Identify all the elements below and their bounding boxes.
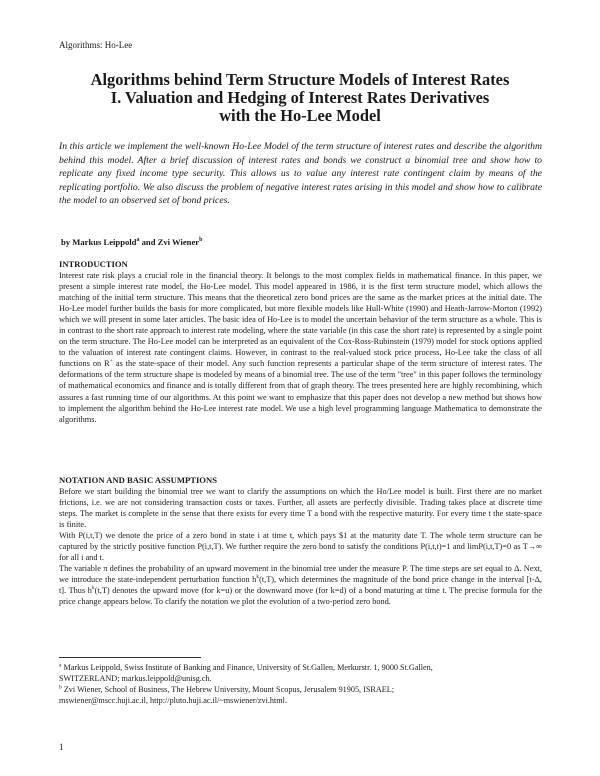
section-heading-notation: NOTATION AND BASIC ASSUMPTIONS [59, 475, 217, 485]
notation-p3-a: The variable π defines the probability of an upward movement in the binomial tree under the measure P. The time steps are set equal to Δ. Next, we introduce the state-independent perturbation function h [59, 564, 542, 585]
notation-p3-sup: k [256, 574, 260, 581]
footnote-a [59, 662, 542, 673]
authors-and: and Zvi Wiener [139, 237, 200, 247]
author-mark-a: a [136, 237, 140, 244]
notation-section [59, 486, 542, 608]
footnote-b-mark: b [59, 684, 62, 691]
author-mark-b: b [199, 237, 203, 244]
section-heading-introduction: INTRODUCTION [59, 259, 128, 269]
title-line-1: Algorithms behind Term Structure Models of Interest Rates [90, 70, 510, 89]
authors-prefix: by Markus Leippold [61, 237, 137, 247]
footnote-b [59, 684, 542, 695]
intro-superscript: + [109, 358, 113, 365]
title-line-2: I. Valuation and Hedging of Interest Rates Derivatives [110, 88, 490, 107]
notation-p3-b: (t,T), which determines the magnitude of the bond price change in the interval [t-Δ, t]. Thus h [59, 575, 542, 596]
title-line-3: with the Ho-Lee Model [219, 106, 381, 125]
footnotes [59, 662, 542, 706]
footnote-a-line-1: Markus Leippold, Swiss Institute of Banking and Finance, University of St.Gallen, Merkurstr. 1, 9000 St.Gallen, [61, 663, 433, 672]
notation-paragraph-3 [59, 563, 542, 607]
footnote-b-line-2: mswiener@mscc.huji.ac.il, http://pluto.huji.ac.il/~mswiener/zvi.html. [59, 696, 287, 705]
paper-title [60, 71, 540, 125]
footnote-rule [59, 657, 201, 658]
footnote-a-mark: a [59, 662, 62, 669]
intro-text: Interest rate risk plays a crucial role in the financial theory. It belongs to the most complex fields in mathematical finance. In this paper, we present a simple interest rate model, the Ho-Lee model. This model appeared in 1986, it is the first term structure model, which allows the matching of the initial term structure. This means that the theoretical zero bond prices are the same as the market prices at the initial date. The Ho-Lee model further builds the basis for more complicated, but more flexible models like Hull-White (1990) and Heath-Jarrow-Morton (1992) which we will present in some later articles. The basic idea of Ho-Lee is to model the uncertain behavior of the term structure as a whole. This is in contrast to the short rate approach to interest rate modeling, where the state variable (in this case the short rate) is represented by a single point on the term structure. The Ho-Lee model can be interpreted as an equivalent of the Cox-Ross-Rubinstein (1979) model for stock options applied to the valuation of interest rate contingent claims. However, in contrast to the real-valued stock price process, Ho-Lee take the class of all functions on R [59, 271, 542, 369]
running-header: Algorithms: Ho-Lee [59, 40, 133, 50]
intro-text-after: as the state-space of their model. Any such function represents a particular shape of the term structure of interest rates. The deformations of the term structure shape is modeled by means of a binomial tree. The use of the term "tree" in this paper follows the terminology of mathematical economics and finance and is totally different from that of graph theory. The trees presented here are highly recombining, which assures a fast running time of our algorithms. At this point we want to emphasize that this paper does not develop a new method but shows how to implement the algorithm behind the Ho-Lee interest rate model. We use a high level programming language Mathematica to demonstrate the algorithms. [59, 359, 543, 424]
notation-paragraph-2: With P(i,t,T) we denote the price of a zero bond in state i at time t, which pays $1 at the maturity date T. The whole term structure can be captured by the strictly positive function P(i,t,T). We further require the zero bond to satisfy the conditions P(i,t,t)=1 and limP(i,t,T)=0 as T→∞ for all i and t. [59, 531, 542, 563]
notation-p3-c: (t,T) denotes the upward move (for k=u) or the downward move (for k=d) of a bond maturing at time t. The precise formula for the price change appears below. To clarify the notation we plot the evolution of a two-period zero bond. [59, 586, 542, 607]
abstract: In this article we implement the well-known Ho-Lee Model of the term structure of interest rates and describe the algorithm behind this model. After a brief discussion of interest rates and bonds we construct a binomial tree and show how to replicate any fixed income type security. This allows us to value any interest rate contingent claim by means of the replicating portfolio. We also discuss the problem of negative interest rates arising in this model and show how to calibrate the model to an observed set of bond prices. [59, 141, 542, 206]
footnote-b-line-1: Zvi Wiener, School of Business, The Hebrew University, Mount Scopus, Jerusalem 91905, ISRAEL; [61, 685, 395, 694]
notation-p3-sup-2: k [91, 585, 95, 592]
notation-paragraph-1: Before we start building the binomial tree we want to clarify the assumptions on which the Ho/Lee model is built. First there are no market frictions, i.e. we are not considering transaction costs or taxes. Further, all assets are perfectly divisible. Trading takes place at discrete time steps. The market is complete in the sense that there exists for every time T a bond with the respective maturity. For every time t the state-space is finite. [59, 487, 542, 530]
page-number: 1 [59, 742, 64, 752]
footnote-a-line-2: SWITZERLAND; markus.leippold@unisg.ch. [59, 674, 212, 683]
author-line [61, 237, 202, 247]
introduction-paragraph [59, 270, 542, 425]
